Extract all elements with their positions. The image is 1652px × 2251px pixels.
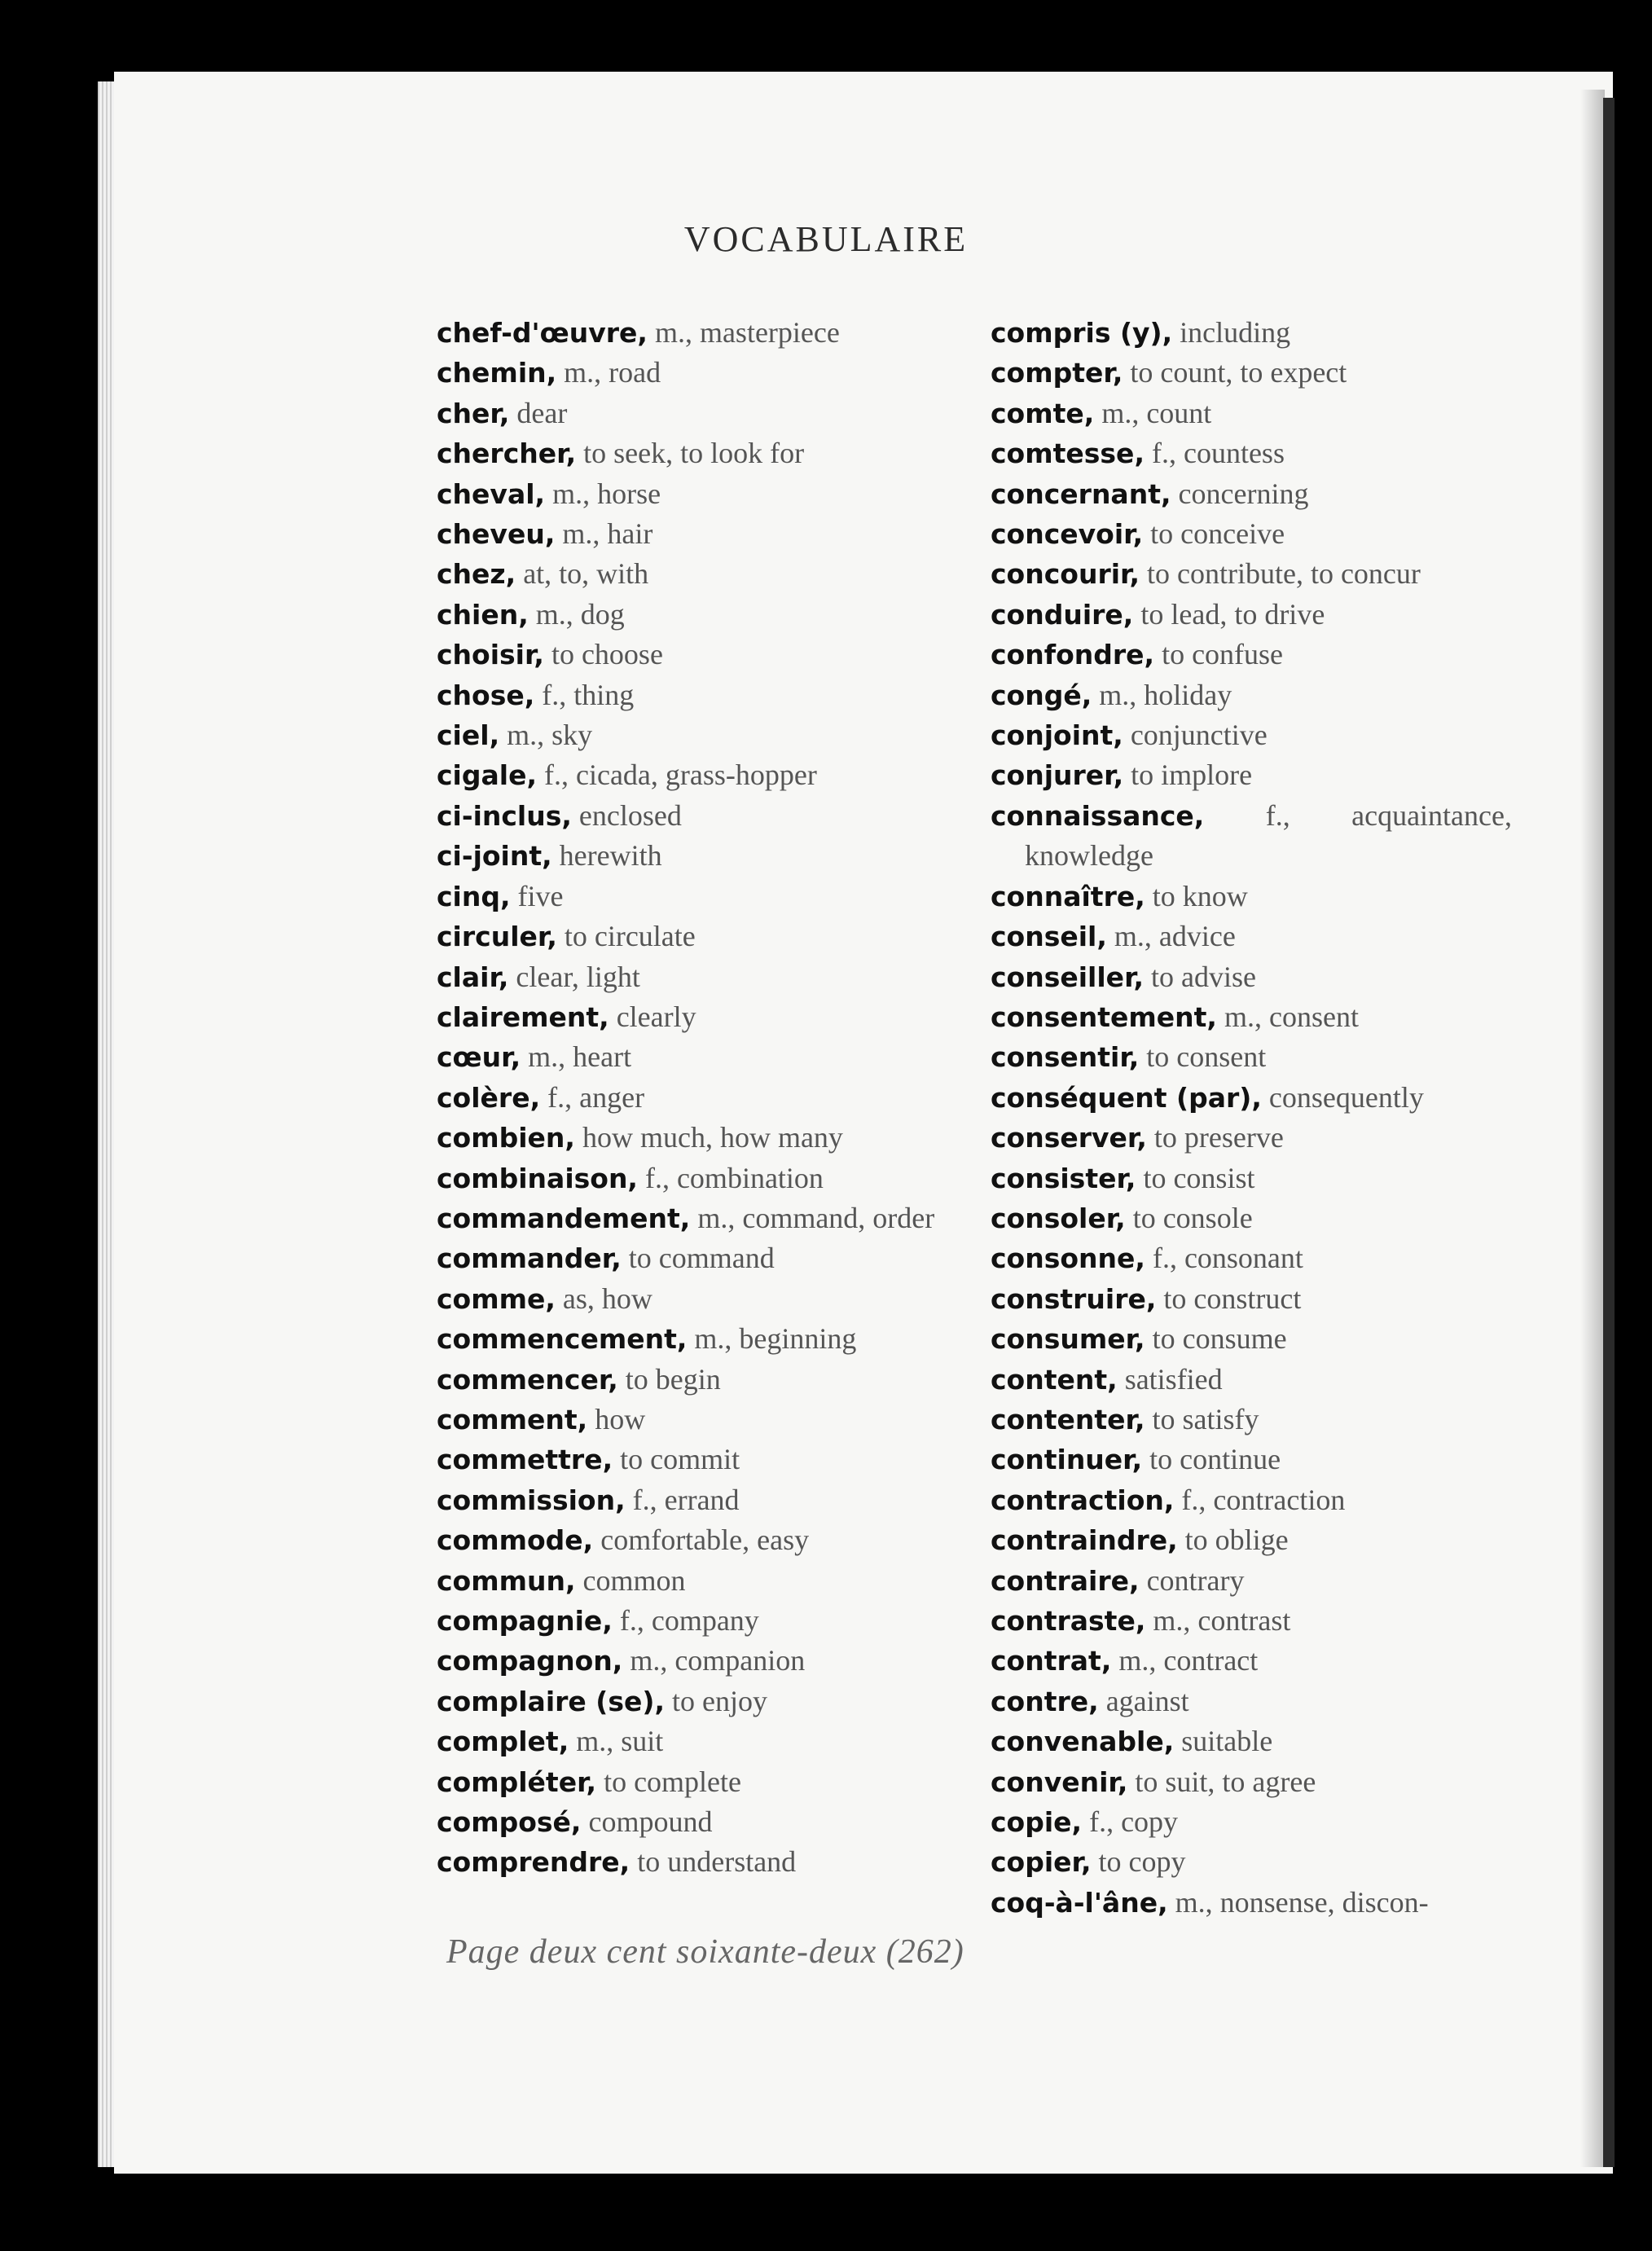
vocabulary-entry (437, 635, 950, 675)
entry-headword: consentir, (991, 1041, 1140, 1074)
vocabulary-entry (437, 1561, 950, 1601)
entry-headword: contraste, (991, 1605, 1146, 1637)
entry-definition: m., contract (1111, 1644, 1259, 1677)
entry-headword: concernant, (991, 477, 1171, 510)
vocabulary-entry (437, 554, 950, 594)
vocabulary-entry (437, 1198, 950, 1238)
entry-headword: connaissance, (991, 799, 1205, 832)
entry-headword: combien, (437, 1122, 575, 1154)
entry-definition: concerning (1171, 477, 1309, 510)
entry-definition: m., contrast (1145, 1604, 1291, 1637)
page-title: VOCABULAIRE (683, 219, 969, 259)
entry-definition: m., consent (1216, 1000, 1359, 1033)
entry-headword: compris (y), (991, 317, 1173, 349)
entry-definition: f., cicada, grass-hopper (537, 758, 817, 792)
vocabulary-entry (991, 474, 1512, 514)
entry-definition: to satisfy (1145, 1402, 1259, 1435)
entry-headword: contre, (991, 1685, 1099, 1717)
vocabulary-entry (991, 1480, 1512, 1520)
entry-definition: to understand (630, 1845, 797, 1879)
entry-definition: satisfied (1117, 1362, 1223, 1396)
entry-definition: suitable (1174, 1725, 1273, 1758)
vocabulary-entry (991, 1641, 1512, 1681)
entry-headword: commencer, (437, 1363, 618, 1396)
entry-definition: to advise (1144, 960, 1257, 993)
entry-headword: content, (991, 1363, 1118, 1396)
entry-definition: to know (1145, 879, 1248, 912)
page-footer: Page deux cent soixante-deux (262) (446, 1933, 964, 1971)
vocabulary-entry (437, 1037, 950, 1077)
entry-headword: contenter, (991, 1403, 1145, 1435)
entry-headword: contraction, (991, 1484, 1175, 1516)
entry-headword: conséquent (par), (991, 1081, 1262, 1114)
entry-headword: chemin, (437, 357, 557, 389)
entry-headword: clairement, (437, 1000, 609, 1033)
vocabulary-entry (991, 1198, 1512, 1238)
entry-headword: chercher, (437, 437, 577, 470)
entry-headword: continuer, (991, 1444, 1143, 1476)
vocabulary-entry (991, 1561, 1512, 1601)
vocabulary-entry (437, 1360, 950, 1400)
vocabulary-column-right (991, 313, 1512, 1923)
vocabulary-entry (437, 675, 950, 715)
entry-headword: conjoint, (991, 719, 1123, 752)
vocabulary-entry (991, 1037, 1512, 1077)
vocabulary-entry (437, 715, 950, 755)
entry-definition: consequently (1261, 1080, 1424, 1114)
vocabulary-entry (437, 1842, 950, 1882)
entry-definition: comfortable, easy (593, 1523, 810, 1557)
entry-headword: chef-d'œuvre, (437, 317, 648, 349)
entry-definition: m., count (1094, 396, 1212, 429)
vocabulary-entry (437, 1802, 950, 1842)
entry-definition: compound (581, 1805, 713, 1839)
vocabulary-entry (991, 1883, 1512, 1923)
entry-definition: f., errand (625, 1483, 740, 1516)
entry-headword: consister, (991, 1162, 1136, 1194)
entry-headword: compagnon, (437, 1645, 623, 1677)
entry-headword: ci-joint, (437, 840, 552, 873)
entry-definition: m., masterpiece (647, 316, 840, 349)
entry-definition: m., suit (569, 1725, 664, 1758)
entry-headword: commettre, (437, 1444, 613, 1476)
vocabulary-entry (437, 1400, 950, 1440)
entry-definition: f., combination (637, 1161, 824, 1194)
entry-definition: m., nonsense, discon- (1167, 1885, 1429, 1919)
entry-headword: chien, (437, 598, 529, 631)
vocabulary-entry (991, 1762, 1512, 1802)
entry-headword: compagnie, (437, 1605, 613, 1637)
vocabulary-entry (437, 1762, 950, 1802)
entry-headword: contraire, (991, 1564, 1140, 1597)
entry-headword: confondre, (991, 639, 1155, 671)
vocabulary-entry (991, 635, 1512, 675)
vocabulary-entry (991, 1802, 1512, 1842)
entry-headword: concourir, (991, 558, 1140, 591)
vocabulary-entry (991, 514, 1512, 554)
entry-definition: how much, how many (574, 1121, 843, 1154)
entry-headword: contrat, (991, 1645, 1112, 1677)
entry-headword: comprendre, (437, 1846, 630, 1879)
vocabulary-entry (991, 1601, 1512, 1641)
vocabulary-entry (437, 1682, 950, 1721)
entry-definition: to consent (1139, 1040, 1267, 1074)
entry-definition: m., beginning (687, 1322, 857, 1356)
entry-definition: dear (509, 396, 568, 429)
vocabulary-entry (991, 997, 1512, 1037)
entry-definition: clearly (609, 1000, 696, 1033)
entry-headword: complaire (se), (437, 1685, 666, 1717)
entry-headword: commandement, (437, 1202, 691, 1234)
vocabulary-entry (991, 715, 1512, 755)
entry-definition: to construct (1156, 1282, 1302, 1315)
vocabulary-entry (991, 1842, 1512, 1882)
vocabulary-entry (991, 1682, 1512, 1721)
vocabulary-entry (437, 997, 950, 1037)
vocabulary-entry (991, 675, 1512, 715)
entry-headword: composé, (437, 1806, 582, 1839)
entry-definition: f., anger (540, 1080, 645, 1114)
vocabulary-entry (437, 313, 950, 353)
entry-headword: convenir, (991, 1765, 1128, 1798)
vocabulary-entry (991, 1158, 1512, 1198)
entry-definition: f., consonant (1145, 1242, 1303, 1275)
vocabulary-entry (437, 836, 950, 876)
entry-definition: herewith (551, 839, 662, 873)
entry-definition: f., countess (1144, 437, 1285, 470)
entry-headword: consonne, (991, 1242, 1145, 1275)
entry-definition: to suit, to agree (1127, 1765, 1316, 1798)
entry-headword: choisir, (437, 639, 544, 671)
entry-definition: as, how (555, 1282, 652, 1315)
entry-definition: f., copy (1082, 1805, 1179, 1839)
entry-definition: to confuse (1154, 638, 1284, 671)
entry-definition: to seek, to look for (576, 437, 805, 470)
vocabulary-entry (991, 1238, 1512, 1278)
entry-headword: conjurer, (991, 759, 1124, 792)
entry-definition: conjunctive (1123, 719, 1268, 752)
entry-headword: copier, (991, 1846, 1092, 1879)
vocabulary-entry (437, 353, 950, 393)
entry-headword: cigale, (437, 759, 537, 792)
entry-headword: conduire, (991, 598, 1134, 631)
vocabulary-entry (991, 1360, 1512, 1400)
entry-definition: to complete (596, 1765, 742, 1798)
vocabulary-entry (437, 1641, 950, 1681)
entry-headword: connaître, (991, 880, 1145, 912)
vocabulary-entry (437, 1480, 950, 1520)
vocabulary-entry (991, 957, 1512, 997)
vocabulary-entry (437, 877, 950, 917)
entry-definition: to contribute, to concur (1140, 557, 1421, 591)
vocabulary-entry (437, 957, 950, 997)
entry-definition: to circulate (556, 920, 696, 953)
entry-definition: m., horse (545, 477, 661, 510)
vocabulary-entry (437, 1520, 950, 1560)
vocabulary-entry (437, 1238, 950, 1278)
entry-definition: to consume (1145, 1322, 1287, 1356)
entry-definition: clear, light (508, 960, 640, 993)
vocabulary-entry (437, 514, 950, 554)
vocabulary-entry (991, 1319, 1512, 1359)
entry-headword: circuler, (437, 921, 557, 953)
vocabulary-column-left (437, 313, 950, 1883)
entry-definition: to lead, to drive (1133, 597, 1325, 631)
entry-definition: m., road (556, 356, 661, 389)
gutter-shadow (1580, 90, 1605, 2167)
vocabulary-entry (991, 1520, 1512, 1560)
vocabulary-entry (437, 1440, 950, 1479)
entry-headword: conseiller, (991, 961, 1145, 993)
entry-headword: construire, (991, 1282, 1157, 1315)
entry-definition: to conceive (1143, 517, 1285, 551)
entry-definition: to enjoy (665, 1684, 767, 1717)
entry-definition: m., hair (555, 517, 653, 551)
entry-definition: m., sky (499, 719, 593, 752)
entry-definition: f., contraction (1174, 1483, 1346, 1516)
entry-headword: comment, (437, 1403, 588, 1435)
entry-definition: at, to, with (516, 557, 649, 591)
entry-definition: f., thing (534, 678, 635, 711)
vocabulary-entry (991, 877, 1512, 917)
vocabulary-entry (991, 1440, 1512, 1479)
entry-headword: compter, (991, 357, 1123, 389)
entry-definition: to preserve (1146, 1121, 1284, 1154)
entry-headword: consoler, (991, 1202, 1126, 1234)
entry-definition: to begin (617, 1362, 721, 1396)
entry-headword: commencement, (437, 1323, 688, 1356)
entry-headword: ciel, (437, 719, 500, 752)
entry-headword: chose, (437, 679, 535, 711)
vocabulary-entry (991, 554, 1512, 594)
entry-definition: against (1098, 1684, 1189, 1717)
entry-headword: cœur, (437, 1041, 521, 1074)
vocabulary-entry (991, 917, 1512, 956)
entry-definition: m., holiday (1092, 678, 1232, 711)
entry-headword: cher, (437, 397, 510, 429)
vocabulary-entry (437, 1721, 950, 1761)
entry-headword: comte, (991, 397, 1095, 429)
entry-definition: m., heart (521, 1040, 632, 1074)
vocabulary-entry (437, 393, 950, 433)
entry-headword: consentement, (991, 1000, 1217, 1033)
entry-definition: f., acquaintance, knowledge (1025, 798, 1512, 873)
entry-headword: concevoir, (991, 518, 1144, 551)
vocabulary-entry (437, 474, 950, 514)
entry-headword: conserver, (991, 1122, 1147, 1154)
vocabulary-entry (437, 595, 950, 635)
entry-headword: ci-inclus, (437, 799, 572, 832)
entry-definition: m., command, order (690, 1201, 935, 1234)
entry-definition: f., company (612, 1604, 759, 1637)
entry-headword: cheveu, (437, 518, 556, 551)
entry-headword: comme, (437, 1282, 556, 1315)
entry-definition: including (1172, 316, 1291, 349)
entry-definition: to consist (1136, 1161, 1255, 1194)
vocabulary-entry (991, 393, 1512, 433)
entry-definition: to commit (613, 1443, 740, 1476)
entry-headword: comtesse, (991, 437, 1145, 470)
vocabulary-entry (437, 755, 950, 795)
entry-headword: conseil, (991, 921, 1107, 953)
entry-headword: compléter, (437, 1765, 597, 1798)
vocabulary-entry (437, 1078, 950, 1118)
entry-headword: clair, (437, 961, 509, 993)
entry-definition: to implore (1123, 758, 1253, 792)
vocabulary-entry (991, 313, 1512, 353)
entry-definition: contrary (1139, 1563, 1245, 1597)
book-spine-edge (1603, 98, 1615, 2167)
entry-definition: to command (621, 1242, 775, 1275)
vocabulary-entry (991, 353, 1512, 393)
entry-headword: consumer, (991, 1323, 1145, 1356)
vocabulary-entry (437, 796, 950, 836)
vocabulary-entry (991, 796, 1512, 877)
entry-headword: complet, (437, 1726, 569, 1758)
entry-headword: combinaison, (437, 1162, 638, 1194)
entry-headword: commun, (437, 1564, 576, 1597)
entry-headword: chez, (437, 558, 516, 591)
vocabulary-entry (437, 917, 950, 956)
vocabulary-entry (991, 1118, 1512, 1158)
vocabulary-entry (991, 1279, 1512, 1319)
entry-definition: to choose (543, 638, 663, 671)
vocabulary-entry (437, 1158, 950, 1198)
entry-definition: m., companion (622, 1644, 806, 1677)
entry-definition: to copy (1091, 1845, 1186, 1879)
entry-headword: congé, (991, 679, 1092, 711)
vocabulary-entry (437, 433, 950, 473)
vocabulary-entry (437, 1118, 950, 1158)
entry-definition: m., dog (528, 597, 625, 631)
vocabulary-entry (991, 1400, 1512, 1440)
entry-definition: to count, to expect (1123, 356, 1347, 389)
entry-definition: how (587, 1402, 646, 1435)
entry-headword: commission, (437, 1484, 626, 1516)
entry-definition: common (575, 1563, 686, 1597)
vocabulary-entry (991, 1721, 1512, 1761)
vocabulary-entry (991, 755, 1512, 795)
entry-headword: convenable, (991, 1726, 1175, 1758)
entry-headword: coq-à-l'âne, (991, 1886, 1168, 1919)
entry-definition: five (510, 879, 564, 912)
entry-definition: to oblige (1177, 1523, 1289, 1557)
vocabulary-entry (437, 1279, 950, 1319)
entry-headword: contraindre, (991, 1524, 1178, 1557)
vocabulary-entry (437, 1319, 950, 1359)
vocabulary-entry (991, 433, 1512, 473)
entry-headword: colère, (437, 1081, 541, 1114)
entry-definition: m., advice (1106, 920, 1236, 953)
entry-definition: to console (1125, 1201, 1253, 1234)
vocabulary-entry (437, 1601, 950, 1641)
vocabulary-entry (991, 595, 1512, 635)
entry-definition: to continue (1142, 1443, 1281, 1476)
vocabulary-entry (991, 1078, 1512, 1118)
entry-headword: commander, (437, 1242, 622, 1275)
entry-headword: commode, (437, 1524, 594, 1557)
entry-headword: cheval, (437, 477, 546, 510)
entry-headword: copie, (991, 1806, 1083, 1839)
entry-definition: enclosed (571, 798, 682, 832)
entry-headword: cinq, (437, 880, 511, 912)
